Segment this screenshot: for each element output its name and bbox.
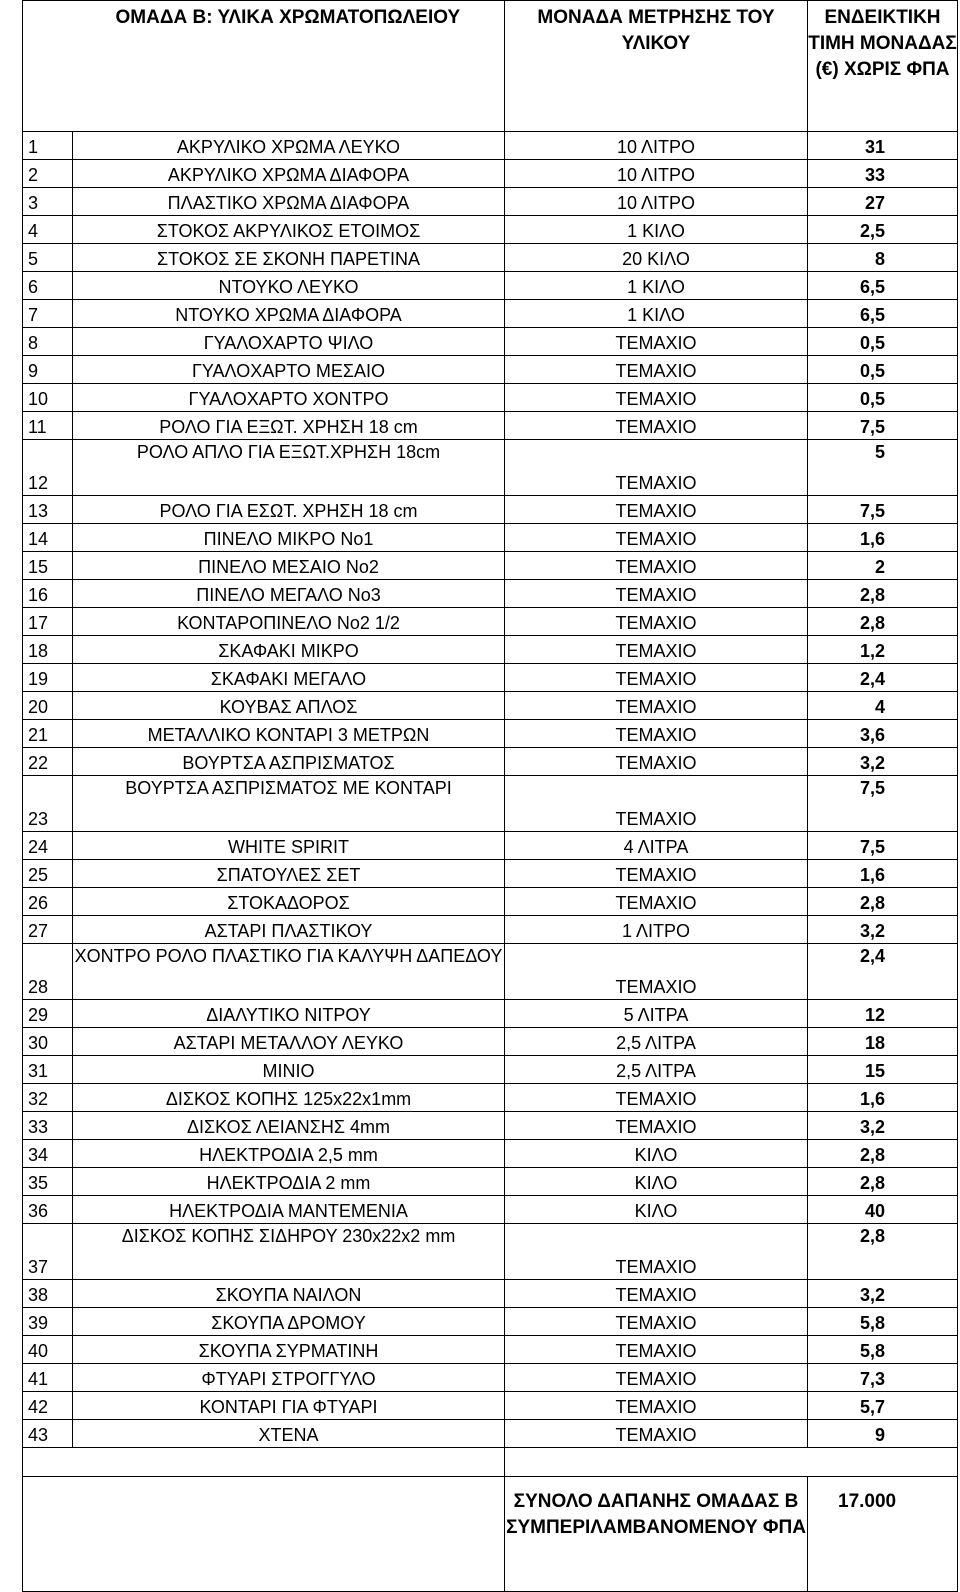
item-description: ΓΥΑΛΟΧΑΡΤΟ ΧΟΝΤΡΟ [73,384,505,412]
item-price: 6,5 [808,300,958,328]
row-number: 1 [23,132,73,160]
item-unit: ΤΕΜΑΧΙΟ [505,748,808,776]
table-row [23,1140,958,1168]
table-row [23,860,958,888]
table-row [23,552,958,580]
table-row [23,1364,958,1392]
row-number: 35 [23,1168,73,1196]
item-price: 31 [808,132,958,160]
item-price: 5 [808,440,958,496]
table-row [23,1420,958,1448]
table-header-row [23,1,958,132]
table-row [23,216,958,244]
item-unit: ΚΙΛΟ [505,1168,808,1196]
item-unit: ΤΕΜΑΧΙΟ [505,608,808,636]
table-row [23,1084,958,1112]
item-description: ΣΚΟΥΠΑ ΔΡΟΜΟΥ [73,1308,505,1336]
header-group-title: ΟΜΑΔΑ Β: ΥΛΙΚΑ ΧΡΩΜΑΤΟΠΩΛΕΙΟΥ [73,1,505,132]
item-price: 2,8 [808,580,958,608]
item-price: 18 [808,1028,958,1056]
item-unit: 2,5 ΛΙΤΡΑ [505,1028,808,1056]
table-row [23,1308,958,1336]
spacer-cell [505,1448,958,1477]
header-number-cell [23,1,73,132]
item-unit: ΤΕΜΑΧΙΟ [505,1112,808,1140]
table-row [23,1224,958,1280]
row-number: 6 [23,272,73,300]
row-number: 4 [23,216,73,244]
row-number: 31 [23,1056,73,1084]
row-number: 39 [23,1308,73,1336]
item-price: 4 [808,692,958,720]
item-price: 0,5 [808,328,958,356]
item-description: ΣΚΟΥΠΑ ΝΑΙΛΟΝ [73,1280,505,1308]
table-row [23,356,958,384]
row-number: 32 [23,1084,73,1112]
item-price: 9 [808,1420,958,1448]
spacer-cell [23,1448,505,1477]
table-row [23,720,958,748]
table-row [23,272,958,300]
total-spacer [23,1477,505,1592]
item-description: ΦΤΥΑΡΙ ΣΤΡΟΓΓΥΛΟ [73,1364,505,1392]
item-description: ΑΣΤΑΡΙ ΠΛΑΣΤΙΚΟΥ [73,916,505,944]
table-row [23,496,958,524]
item-description: ΧΤΕΝΑ [73,1420,505,1448]
item-unit: ΤΕΜΑΧΙΟ [505,692,808,720]
table-row [23,440,958,496]
item-description: ΗΛΕΚΤΡΟΔΙΑ 2,5 mm [73,1140,505,1168]
table-row [23,1000,958,1028]
item-description: ΠΙΝΕΛΟ ΜΕΓΑΛΟ Νο3 [73,580,505,608]
row-number: 41 [23,1364,73,1392]
row-number: 42 [23,1392,73,1420]
item-description: ΠΙΝΕΛΟ ΜΕΣΑΙΟ Νο2 [73,552,505,580]
row-number: 22 [23,748,73,776]
item-price: 40 [808,1196,958,1224]
table-row [23,1028,958,1056]
item-description: ΑΚΡΥΛΙΚΟ ΧΡΩΜΑ ΛΕΥΚΟ [73,132,505,160]
item-description: ΗΛΕΚΤΡΟΔΙΑ ΜΑΝΤΕΜΕΝΙΑ [73,1196,505,1224]
item-unit: ΤΕΜΑΧΙΟ [505,1392,808,1420]
item-unit: ΤΕΜΑΧΙΟ [505,1336,808,1364]
row-number: 29 [23,1000,73,1028]
row-number: 5 [23,244,73,272]
item-description: ΜΕΤΑΛΛΙΚΟ ΚΟΝΤΑΡΙ 3 ΜΕΤΡΩΝ [73,720,505,748]
table-row [23,384,958,412]
item-price: 27 [808,188,958,216]
item-description: ΒΟΥΡΤΣΑ ΑΣΠΡΙΣΜΑΤΟΣ [73,748,505,776]
item-price: 5,7 [808,1392,958,1420]
table-row [23,328,958,356]
item-description: ΠΙΝΕΛΟ ΜΙΚΡΟ Νο1 [73,524,505,552]
row-number: 8 [23,328,73,356]
item-price: 1,6 [808,860,958,888]
item-unit: 1 ΛΙΤΡΟ [505,916,808,944]
item-unit: ΤΕΜΑΧΙΟ [505,384,808,412]
row-number: 18 [23,636,73,664]
item-price: 15 [808,1056,958,1084]
item-price: 1,2 [808,636,958,664]
item-description: ΡΟΛΟ ΑΠΛΟ ΓΙΑ ΕΞΩΤ.ΧΡΗΣΗ 18cm [73,440,505,496]
table-row [23,664,958,692]
item-description: ΔΙΑΛΥΤΙΚΟ ΝΙΤΡΟΥ [73,1000,505,1028]
row-number: 37 [23,1224,73,1280]
table-row [23,888,958,916]
row-number: 10 [23,384,73,412]
item-unit: 10 ΛΙΤΡΟ [505,132,808,160]
row-number: 11 [23,412,73,440]
row-number: 12 [23,440,73,496]
item-description: ΣΚΑΦΑΚΙ ΜΕΓΑΛΟ [73,664,505,692]
item-price: 3,2 [808,1280,958,1308]
item-price: 12 [808,1000,958,1028]
row-number: 25 [23,860,73,888]
item-description: ΚΟΥΒΑΣ ΑΠΛΟΣ [73,692,505,720]
table-row [23,300,958,328]
item-price: 2 [808,552,958,580]
item-unit: 2,5 ΛΙΤΡΑ [505,1056,808,1084]
item-description: ΣΤΟΚΟΣ ΑΚΡΥΛΙΚΟΣ ΕΤΟΙΜΟΣ [73,216,505,244]
table-row [23,1056,958,1084]
item-price: 1,6 [808,1084,958,1112]
row-number: 33 [23,1112,73,1140]
table-row [23,524,958,552]
item-unit: ΤΕΜΑΧΙΟ [505,888,808,916]
item-description: ΝΤΟΥΚΟ ΛΕΥΚΟ [73,272,505,300]
item-price: 3,2 [808,916,958,944]
row-number: 23 [23,776,73,832]
table-row [23,1280,958,1308]
row-number: 40 [23,1336,73,1364]
item-description: ΝΤΟΥΚΟ ΧΡΩΜΑ ΔΙΑΦΟΡΑ [73,300,505,328]
item-price: 2,4 [808,944,958,1000]
item-description: ΣΤΟΚΟΣ ΣΕ ΣΚΟΝΗ ΠΑΡΕΤΙΝΑ [73,244,505,272]
row-number: 9 [23,356,73,384]
row-number: 2 [23,160,73,188]
table-row [23,160,958,188]
item-description: ΚΟΝΤΑΡΙ ΓΙΑ ΦΤΥΑΡΙ [73,1392,505,1420]
item-unit: ΤΕΜΑΧΙΟ [505,328,808,356]
item-unit: ΤΕΜΑΧΙΟ [505,1224,808,1280]
row-number: 13 [23,496,73,524]
item-description: ΔΙΣΚΟΣ ΛΕΙΑΝΣΗΣ 4mm [73,1112,505,1140]
item-unit: ΤΕΜΑΧΙΟ [505,580,808,608]
item-description: WHITE SPIRIT [73,832,505,860]
item-description: ΡΟΛΟ ΓΙΑ ΕΣΩΤ. ΧΡΗΣΗ 18 cm [73,496,505,524]
item-price: 7,3 [808,1364,958,1392]
item-description: ΠΛΑΣΤΙΚΟ ΧΡΩΜΑ ΔΙΑΦΟΡΑ [73,188,505,216]
price-table-sheet [22,0,957,1592]
item-price: 2,4 [808,664,958,692]
item-price: 2,5 [808,216,958,244]
table-row [23,244,958,272]
item-description: ΡΟΛΟ ΓΙΑ ΕΞΩΤ. ΧΡΗΣΗ 18 cm [73,412,505,440]
item-unit: ΤΕΜΑΧΙΟ [505,1308,808,1336]
item-unit: ΤΕΜΑΧΙΟ [505,412,808,440]
item-unit: ΤΕΜΑΧΙΟ [505,1420,808,1448]
row-number: 15 [23,552,73,580]
row-number: 43 [23,1420,73,1448]
item-unit: ΤΕΜΑΧΙΟ [505,636,808,664]
item-price: 2,8 [808,1140,958,1168]
item-description: ΣΚΑΦΑΚΙ ΜΙΚΡΟ [73,636,505,664]
row-number: 27 [23,916,73,944]
item-price: 0,5 [808,384,958,412]
materials-price-table [22,0,958,1592]
row-number: 36 [23,1196,73,1224]
item-unit: 20 ΚΙΛΟ [505,244,808,272]
item-unit: 4 ΛΙΤΡΑ [505,832,808,860]
item-price: 33 [808,160,958,188]
item-description: ΔΙΣΚΟΣ ΚΟΠΗΣ ΣΙΔΗΡΟΥ 230x22x2 mm [73,1224,505,1280]
row-number: 16 [23,580,73,608]
item-unit: 10 ΛΙΤΡΟ [505,160,808,188]
row-number: 14 [23,524,73,552]
table-row [23,776,958,832]
row-number: 19 [23,664,73,692]
item-description: ΑΣΤΑΡΙ ΜΕΤΑΛΛΟΥ ΛΕΥΚΟ [73,1028,505,1056]
item-unit: ΚΙΛΟ [505,1140,808,1168]
item-price: 7,5 [808,776,958,832]
item-price: 2,8 [808,1168,958,1196]
table-row [23,1112,958,1140]
item-price: 3,2 [808,1112,958,1140]
item-description: ΣΤΟΚΑΔΟΡΟΣ [73,888,505,916]
item-price: 2,8 [808,1224,958,1280]
item-price: 3,6 [808,720,958,748]
table-row [23,944,958,1000]
item-price: 5,8 [808,1336,958,1364]
item-description: ΜΙΝΙΟ [73,1056,505,1084]
item-unit: ΤΕΜΑΧΙΟ [505,496,808,524]
row-number: 7 [23,300,73,328]
table-row [23,412,958,440]
row-number: 21 [23,720,73,748]
item-description: ΗΛΕΚΤΡΟΔΙΑ 2 mm [73,1168,505,1196]
table-row [23,608,958,636]
item-unit: ΤΕΜΑΧΙΟ [505,720,808,748]
item-description: ΚΟΝΤΑΡΟΠΙΝΕΛΟ Νο2 1/2 [73,608,505,636]
row-number: 17 [23,608,73,636]
item-price: 2,8 [808,888,958,916]
table-row [23,580,958,608]
item-unit: ΤΕΜΑΧΙΟ [505,552,808,580]
table-row [23,1168,958,1196]
table-row [23,1392,958,1420]
item-price: 8 [808,244,958,272]
item-description: ΣΠΑΤΟΥΛΕΣ ΣΕΤ [73,860,505,888]
item-price: 7,5 [808,832,958,860]
item-unit: ΤΕΜΑΧΙΟ [505,356,808,384]
item-unit: ΤΕΜΑΧΙΟ [505,1084,808,1112]
item-unit: ΤΕΜΑΧΙΟ [505,440,808,496]
row-number: 26 [23,888,73,916]
total-label: ΣΥΝΟΛΟ ΔΑΠΑΝΗΣ ΟΜΑΔΑΣ Β ΣΥΜΠΕΡΙΛΑΜΒΑΝΟΜΕΝΟΥ ΦΠΑ [505,1477,808,1592]
item-description: ΣΚΟΥΠΑ ΣΥΡΜΑΤΙΝΗ [73,1336,505,1364]
total-row [23,1477,958,1592]
item-price: 3,2 [808,748,958,776]
item-unit: ΚΙΛΟ [505,1196,808,1224]
table-row [23,748,958,776]
item-unit: ΤΕΜΑΧΙΟ [505,860,808,888]
row-number: 30 [23,1028,73,1056]
item-description: ΓΥΑΛΟΧΑΡΤΟ ΜΕΣΑΙΟ [73,356,505,384]
item-price: 0,5 [808,356,958,384]
row-number: 24 [23,832,73,860]
item-price: 7,5 [808,412,958,440]
item-price: 2,8 [808,608,958,636]
item-unit: 1 ΚΙΛΟ [505,300,808,328]
spacer-row [23,1448,958,1477]
table-row [23,832,958,860]
row-number: 28 [23,944,73,1000]
item-unit: ΤΕΜΑΧΙΟ [505,524,808,552]
table-row [23,692,958,720]
table-row [23,188,958,216]
header-price-title: ΕΝΔΕΙΚΤΙΚΗ ΤΙΜΗ ΜΟΝΑΔΑΣ (€) ΧΩΡΙΣ ΦΠΑ [808,1,958,132]
item-unit: ΤΕΜΑΧΙΟ [505,664,808,692]
item-unit: ΤΕΜΑΧΙΟ [505,1364,808,1392]
item-unit: ΤΕΜΑΧΙΟ [505,944,808,1000]
item-description: ΔΙΣΚΟΣ ΚΟΠΗΣ 125x22x1mm [73,1084,505,1112]
item-unit: 1 ΚΙΛΟ [505,216,808,244]
row-number: 34 [23,1140,73,1168]
item-price: 7,5 [808,496,958,524]
row-number: 3 [23,188,73,216]
header-unit-title: ΜΟΝΑΔΑ ΜΕΤΡΗΣΗΣ ΤΟΥ ΥΛΙΚΟΥ [505,1,808,132]
item-description: ΧΟΝΤΡΟ ΡΟΛΟ ΠΛΑΣΤΙΚΟ ΓΙΑ ΚΑΛΥΨΗ ΔΑΠΕΔΟΥ [73,944,505,1000]
item-unit: ΤΕΜΑΧΙΟ [505,1280,808,1308]
row-number: 20 [23,692,73,720]
item-description: ΓΥΑΛΟΧΑΡΤΟ ΨΙΛΟ [73,328,505,356]
item-unit: 10 ΛΙΤΡΟ [505,188,808,216]
table-row [23,1336,958,1364]
table-row [23,132,958,160]
row-number: 38 [23,1280,73,1308]
item-description: ΒΟΥΡΤΣΑ ΑΣΠΡΙΣΜΑΤΟΣ ΜΕ ΚΟΝΤΑΡΙ [73,776,505,832]
table-row [23,1196,958,1224]
table-row [23,916,958,944]
item-unit: 5 ΛΙΤΡΑ [505,1000,808,1028]
item-unit: ΤΕΜΑΧΙΟ [505,776,808,832]
item-description: ΑΚΡΥΛΙΚΟ ΧΡΩΜΑ ΔΙΑΦΟΡΑ [73,160,505,188]
item-price: 5,8 [808,1308,958,1336]
item-price: 1,6 [808,524,958,552]
item-unit: 1 ΚΙΛΟ [505,272,808,300]
total-value: 17.000 [808,1477,958,1592]
item-price: 6,5 [808,272,958,300]
table-row [23,636,958,664]
